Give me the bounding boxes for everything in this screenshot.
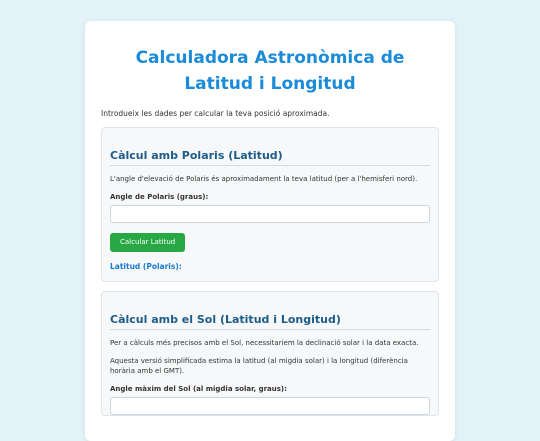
page-title: Calculadora Astronòmica de Latitud i Longitud bbox=[135, 48, 405, 94]
polaris-latitude-result: Latitud (Polaris): bbox=[110, 262, 182, 271]
sun-description-1: Per a càlculs més precisos amb el Sol, necessitariem la declinació solar i la data exacta. bbox=[110, 339, 419, 347]
polaris-section bbox=[101, 127, 439, 282]
calculate-latitude-button[interactable]: Calcular Latitud bbox=[110, 233, 185, 252]
polaris-angle-input[interactable] bbox=[110, 205, 430, 223]
sun-heading: Càlcul amb el Sol (Latitud i Longitud) bbox=[110, 292, 430, 330]
polaris-angle-label: Angle de Polaris (graus): bbox=[110, 193, 209, 201]
sun-description-2: Aquesta versió simplificada estima la latitud (al migdia solar) i la longitud (diferència horària amb el GMT). bbox=[110, 357, 408, 375]
intro-text: Introdueix les dades per calcular la teva posició aproximada. bbox=[101, 109, 330, 118]
sun-section bbox=[101, 291, 439, 416]
calculator-card bbox=[85, 21, 455, 441]
polaris-heading: Càlcul amb Polaris (Latitud) bbox=[110, 128, 430, 166]
sun-angle-label: Angle màxim del Sol (al migdia solar, graus): bbox=[110, 385, 287, 393]
sun-angle-input[interactable] bbox=[110, 397, 430, 415]
polaris-description: L'angle d'elevació de Polaris és aproximadament la teva latitud (per a l'hemisferi nord). bbox=[110, 175, 418, 183]
